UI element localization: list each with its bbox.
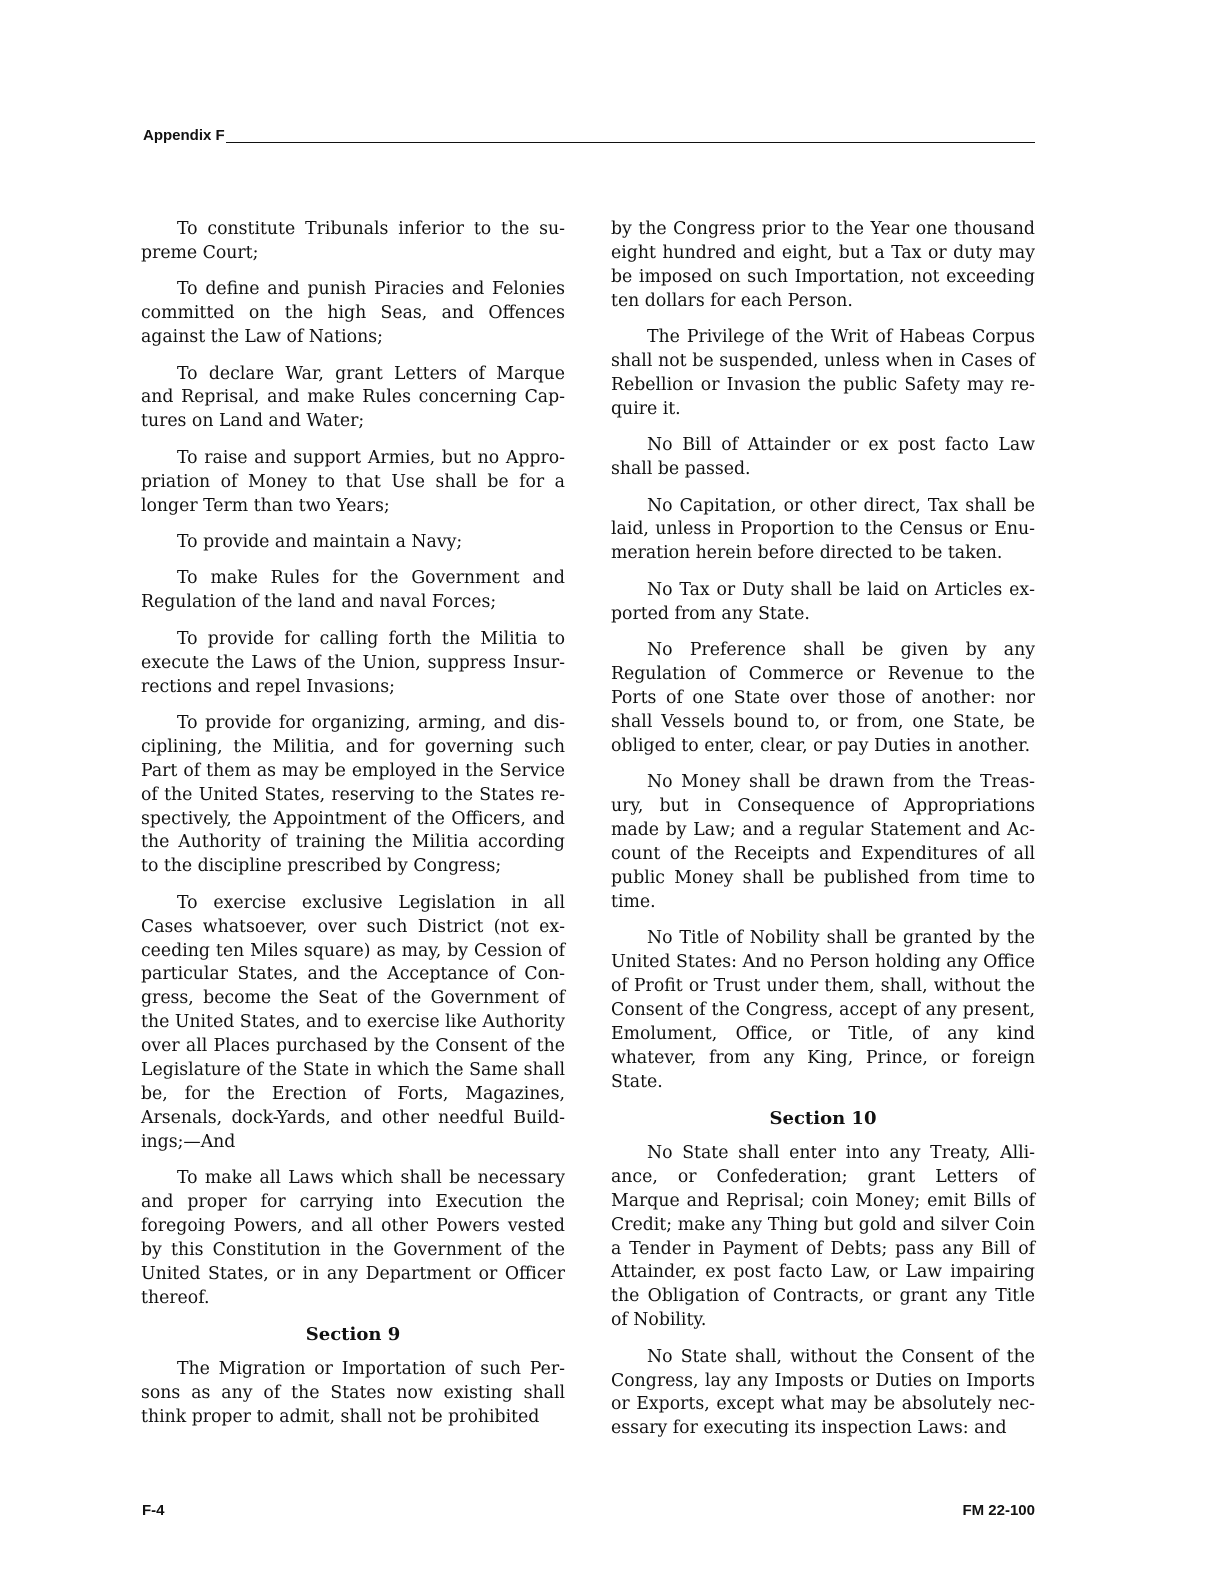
clause-title-of-nobility: No Title of Nobility shall be granted by the United States: And no Person holding any Office of Profit or Trust under them, shall, without the Consent of the Congress, accept of any present, Emolument, Office, or Title, of any kind whatever, from any King, Prince, or foreign State.	[611, 928, 1035, 1092]
right-column	[611, 218, 1035, 1454]
clause-capitation: No Capitation, or other direct, Tax shall be laid, unless in Proportion to the Census or Enumeration herein before directed to be taken.	[611, 495, 1035, 564]
section-10-heading: Section 10	[769, 1107, 877, 1129]
left-column	[141, 218, 565, 1442]
appendix-label: Appendix F	[143, 127, 225, 144]
clause-state-treaty: No State shall enter into any Treaty, Alliance, or Confederation; grant Letters of Marque and Reprisal; coin Money; emit Bills of Credit; make any Thing but gold and silver Coin a Tender in Payment of Debts; pass any Bill of Attainder, ex post facto Law, or Law impairing the Obligation of Contracts, or grant any Title of Nobility.	[611, 1142, 1035, 1331]
clause-bill-of-attainder: No Bill of Attainder or ex post facto Law shall be passed.	[611, 435, 1035, 480]
header-rule	[226, 142, 1035, 143]
running-header	[143, 124, 1035, 144]
clause-exclusive-legislation: To exercise exclusive Legislation in all Cases whatsoever, over such District (not exceeding ten Miles square) as may, by Cession of particular States, and the Acceptance of Congress, become the Seat of the Government of the United States, and to exercise like Authority over all Places purchased by the Consent of the Legislature of the State in which the Same shall be, for the Erection of Forts, Magazines, Arsenals, dock-Yards, and other needful Buildings;—And	[141, 892, 565, 1152]
clause-treasury: No Money shall be drawn from the Treasury, but in Consequence of Appropriations made by Law; and a regular Statement and Account of the Receipts and Expenditures of all public Money shall be published from time to time.	[611, 772, 1035, 912]
section-9-heading: Section 9	[305, 1324, 401, 1346]
clause-armies: To raise and support Armies, but no Appropriation of Money to that Use shall be for a longer Term than two Years;	[141, 447, 565, 516]
clause-piracies: To define and punish Piracies and Felonies committed on the high Seas, and Offences against the Law of Nations;	[141, 279, 565, 348]
page-number: F-4	[142, 1502, 165, 1519]
clause-navy: To provide and maintain a Navy;	[177, 531, 463, 552]
manual-id: FM 22-100	[962, 1502, 1035, 1519]
clause-habeas-corpus: The Privilege of the Writ of Habeas Corpus shall not be suspended, unless when in Cases of Rebellion or Invasion the public Safety may require it.	[611, 327, 1035, 419]
clause-rules-forces: To make Rules for the Government and Regulation of the land and naval Forces;	[141, 568, 565, 613]
section-9-migration: The Migration or Importation of such Persons as any of the States now existing shall think proper to admit, shall not be prohibited	[141, 1359, 565, 1427]
clause-port-preference: No Preference shall be given by any Regulation of Commerce or Revenue to the Ports of one State over those of another: nor shall Vessels bound to, or from, one State, be obliged to enter, clear, or pay Duties in another.	[611, 640, 1035, 756]
clause-state-imposts: No State shall, without the Consent of the Congress, lay any Imposts or Duties on Imports or Exports, except what may be absolutely necessary for executing its inspection Laws: and	[611, 1346, 1035, 1439]
clause-tribunals: To constitute Tribunals inferior to the supreme Court;	[141, 219, 565, 263]
migration-continuation: by the Congress prior to the Year one thousand eight hundred and eight, but a Tax or duty may be imposed on such Importation, not exceeding ten dollars for each Person.	[611, 219, 1035, 311]
clause-militia-calling: To provide for calling forth the Militia to execute the Laws of the Union, suppress Insurrections and repel Invasions;	[141, 628, 565, 697]
clause-necessary-proper: To make all Laws which shall be necessary and proper for carrying into Execution the foregoing Powers, and all other Powers vested by this Constitution in the Government of the United States, or in any Department or Officer thereof.	[141, 1168, 565, 1308]
clause-declare-war: To declare War, grant Letters of Marque and Reprisal, and make Rules concerning Captures on Land and Water;	[141, 363, 565, 432]
clause-militia-organizing: To provide for organizing, arming, and disciplining, the Militia, and for governing such Part of them as may be employed in the Service of the United States, reserving to the States respectively, the Appointment of the Officers, and the Authority of training the Militia according to the discipline prescribed by Congress;	[141, 712, 565, 877]
clause-export-tax: No Tax or Duty shall be laid on Articles exported from any State.	[611, 579, 1035, 624]
